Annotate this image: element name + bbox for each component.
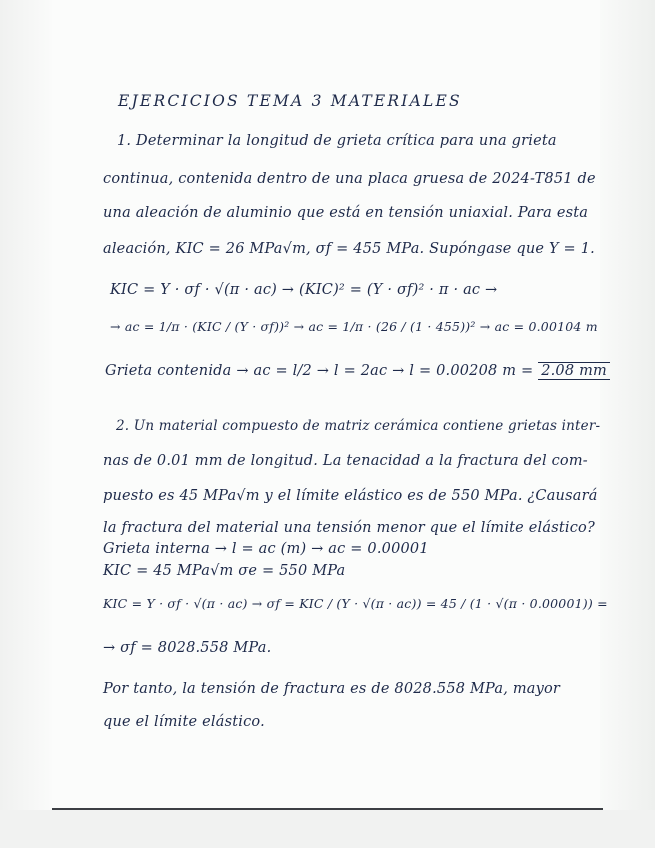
page-shadow [0, 0, 52, 848]
exercise2-line: 2. Un material compuesto de matriz cerámica contiene grietas inter- [116, 418, 601, 434]
exercise2-conclusion: Por tanto, la tensión de fractura es de 8028.558 MPa, mayor [103, 681, 561, 697]
exercise2-conclusion: que el límite elástico. [103, 714, 265, 730]
page-edge [600, 0, 655, 848]
exercise1-result-text: Grieta contenida → ac = l/2 → l = 2ac → l = 0.00208 m = [105, 363, 539, 379]
exercise2-line: puesto es 45 MPa√m y el límite elástico es de 550 MPa. ¿Causará [103, 488, 598, 504]
exercise1-formula: KIC = Y · σf · √(π · ac) → (KIC)² = (Y · σf)² · π · ac → [110, 282, 498, 298]
background-surface [0, 810, 655, 848]
exercise1-result-value: 2.08 mm [538, 362, 610, 380]
exercise2-line: la fractura del material una tensión menor que el límite elástico? [103, 520, 595, 536]
exercise2-step: KIC = 45 MPa√m σe = 550 MPa [103, 563, 346, 579]
exercise2-step: KIC = Y · σf · √(π · ac) → σf = KIC / (Y · √(π · ac)) = 45 / (1 · √(π · 0.00001)) = [103, 596, 608, 611]
exercise2-line: nas de 0.01 mm de longitud. La tenacidad a la fractura del com- [103, 453, 588, 469]
exercise1-line: aleación, KIC = 26 MPa√m, σf = 455 MPa. Supóngase que Y = 1. [103, 241, 595, 257]
exercise1-result [105, 363, 610, 379]
exercise1-line: 1. Determinar la longitud de grieta crítica para una grieta [117, 133, 557, 149]
exercise2-step: Grieta interna → l = ac (m) → ac = 0.00001 [103, 541, 429, 557]
exercise1-formula: → ac = 1/π · (KIC / (Y · σf))² → ac = 1/π · (26 / (1 · 455))² → ac = 0.00104 m [110, 319, 598, 334]
exercise2-step: → σf = 8028.558 MPa. [103, 640, 272, 656]
page-title: EJERCICIOS TEMA 3 MATERIALES [118, 92, 462, 110]
exercise1-line: una aleación de aluminio que está en tensión uniaxial. Para esta [103, 205, 589, 221]
exercise1-line: continua, contenida dentro de una placa gruesa de 2024-T851 de [103, 171, 596, 187]
